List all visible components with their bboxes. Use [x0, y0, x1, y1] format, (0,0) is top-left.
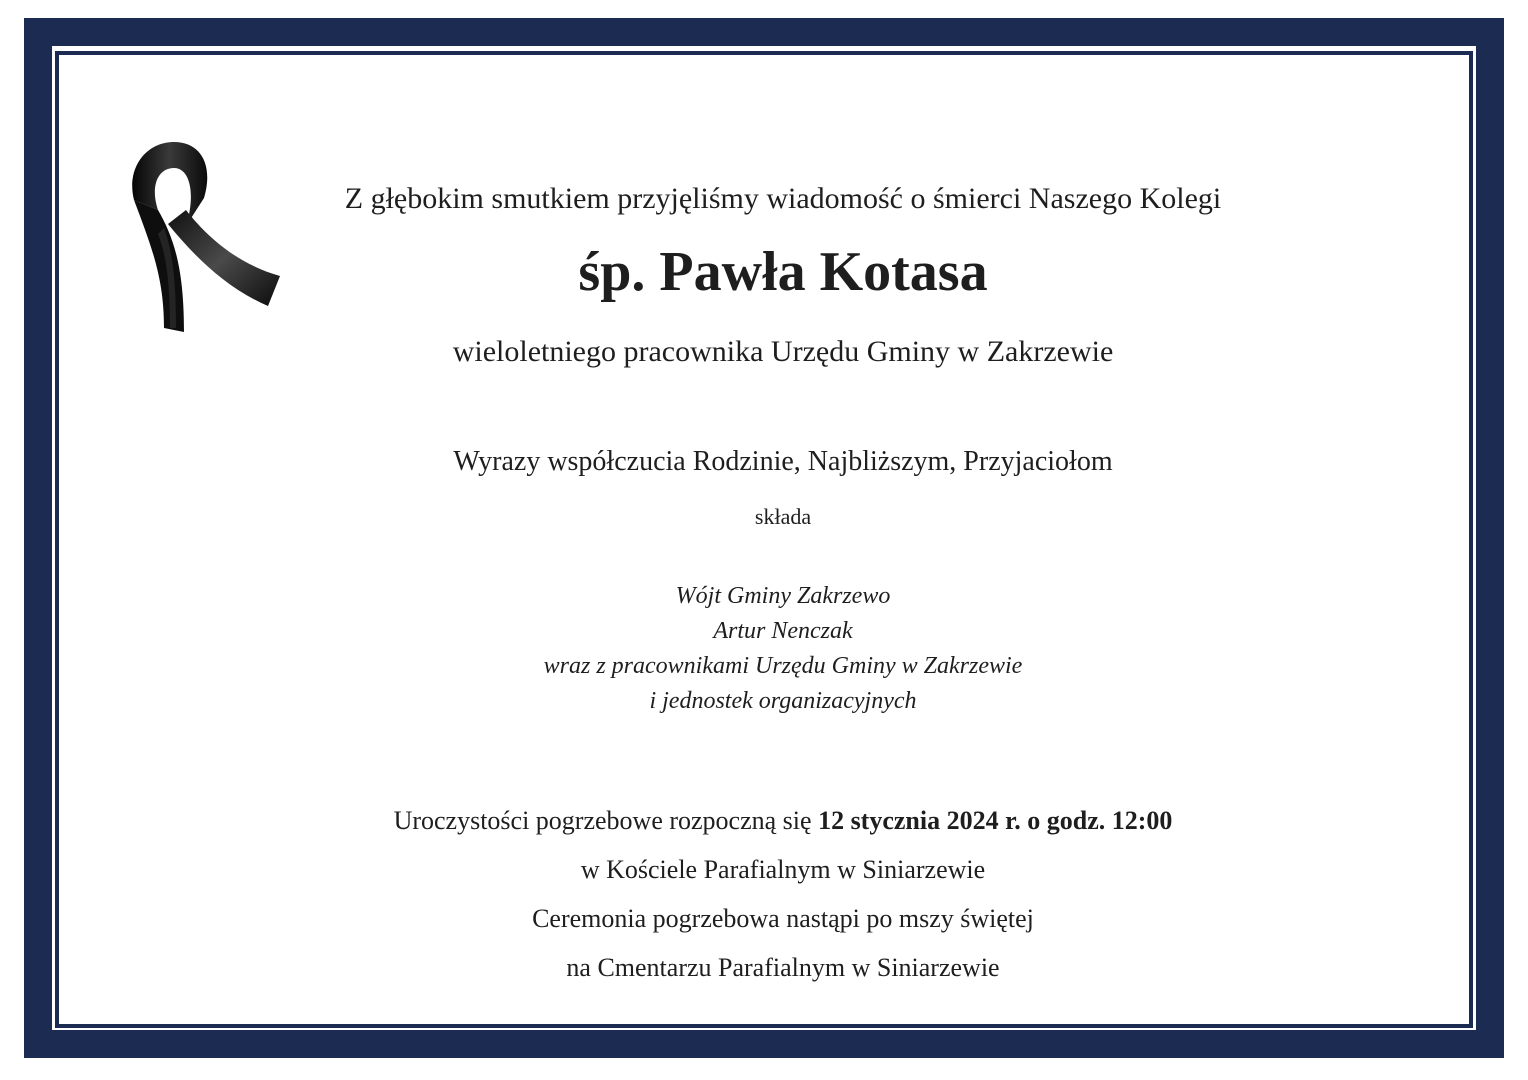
funeral-date-line [0, 806, 1528, 836]
signature-line-4: i jednostek organizacyjnych [649, 688, 917, 714]
funeral-cemetery-line: na Cmentarzu Parafialnym w Siniarzewie [566, 953, 1000, 982]
funeral-church-line: w Kościele Parafialnym w Siniarzewie [580, 855, 986, 884]
condolences-line: Wyrazy współczucia Rodzinie, Najbliższym, Przyjaciołom [453, 446, 1113, 477]
sklada-line: składa [754, 504, 812, 529]
funeral-ceremony-line: Ceremonia pogrzebowa nastąpi po mszy świętej [532, 904, 1034, 933]
signature-line-2: Artur Nenczak [713, 618, 853, 644]
deceased-role: wieloletniego pracownika Urzędu Gminy w Zakrzewie [452, 335, 1114, 368]
funeral-date-time: 12 stycznia 2024 r. o godz. 12:00 [818, 806, 1173, 835]
signature-line-3: wraz z pracownikami Urzędu Gminy w Zakrzewie [543, 653, 1023, 679]
signature-line-1: Wójt Gminy Zakrzewo [675, 583, 891, 609]
intro-line: Z głębokim smutkiem przyjęliśmy wiadomość o śmierci Naszego Kolegi [344, 182, 1222, 215]
deceased-name: śp. Pawła Kotasa [578, 241, 988, 303]
black-ribbon-icon [124, 138, 284, 334]
funeral-date-prefix: Uroczystości pogrzebowe rozpoczną się [393, 806, 819, 835]
